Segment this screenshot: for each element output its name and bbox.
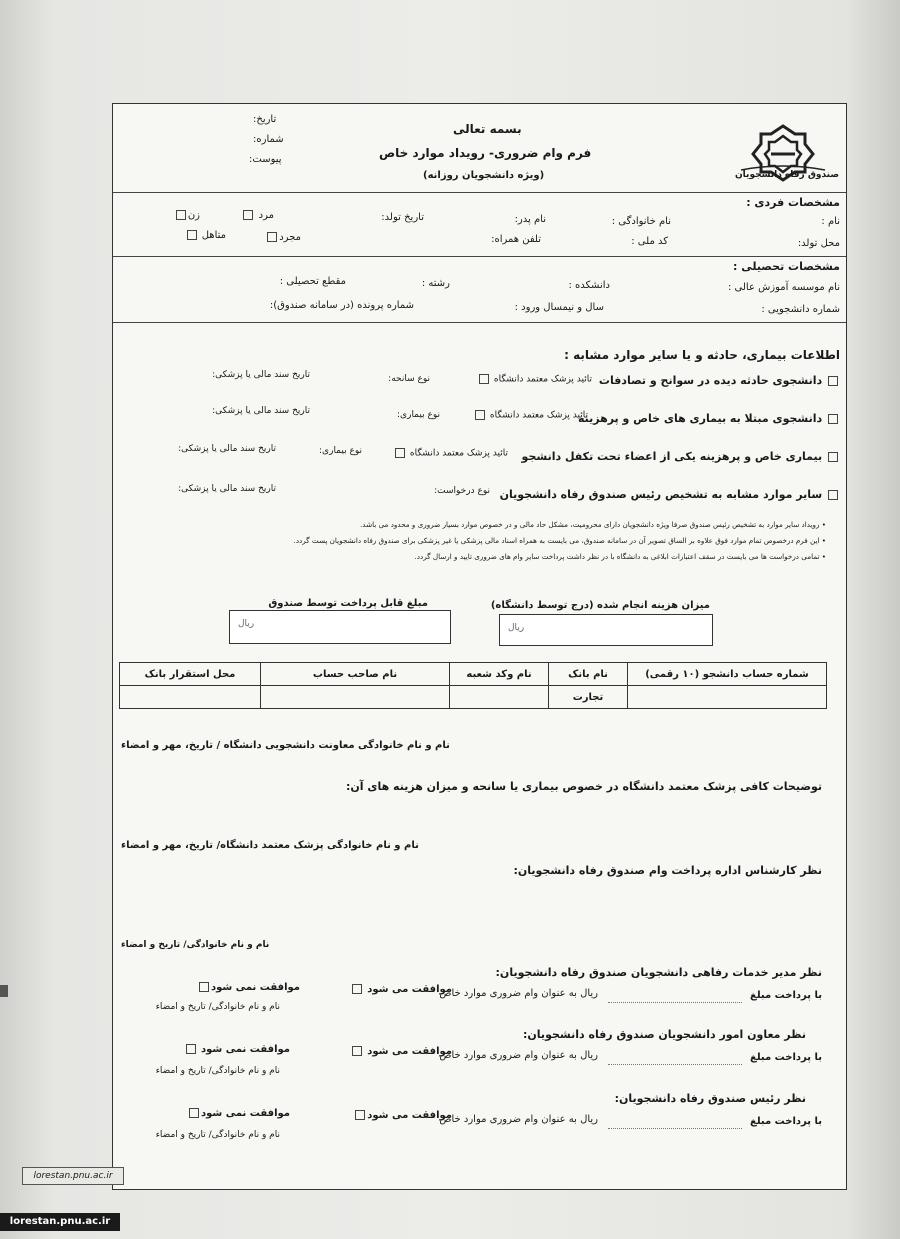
holder-cell[interactable] bbox=[261, 686, 450, 709]
scan-edge-mark bbox=[0, 985, 8, 997]
event-accident-confirm-checkbox[interactable] bbox=[479, 374, 489, 384]
event-accident-confirm[interactable] bbox=[477, 374, 592, 385]
col-account-no: شماره حساب دانشجو (۱۰ رقمی) bbox=[628, 663, 827, 686]
name-label: نام : bbox=[821, 216, 840, 227]
approval-title: نظر مدیر خدمات رفاهی دانشجویان صندوق رفاه دانشجویان: bbox=[495, 966, 822, 979]
event-disease-label: دانشجوی مبتلا به بیماری های خاص و پرهزینه bbox=[577, 412, 823, 425]
payable-label: مبلغ قابل پرداخت توسط صندوق bbox=[268, 598, 428, 609]
rial-loan-label: ریال به عنوان وام ضروری موارد خاص bbox=[439, 988, 598, 999]
expert-opinion: نظر کارشناس اداره پرداخت وام صندوق رفاه دانشجویان: bbox=[513, 864, 822, 877]
event-disease-checkbox[interactable] bbox=[828, 414, 838, 424]
personal-heading: مشخصات فردی : bbox=[746, 196, 840, 209]
event-dependent-date: تاریخ سند مالی یا پزشکی: bbox=[178, 444, 276, 454]
male-label: مرد bbox=[258, 210, 274, 221]
event-accident-label: دانشجوی حادثه دیده در سوانح و تصادفات bbox=[598, 374, 823, 387]
event-other-date: تاریخ سند مالی یا پزشکی: bbox=[178, 484, 276, 494]
doctor-signature: نام و نام خانوادگی پزشک معتمد دانشگاه/ تاریخ، مهر و امضاء bbox=[121, 840, 419, 851]
institution-label: نام موسسه آموزش عالی : bbox=[727, 282, 840, 293]
family-label: نام خانوادگی : bbox=[611, 216, 671, 227]
event-other-label: سایر موارد مشابه به تشخیص رئیس صندوق رفاه دانشجویان bbox=[499, 488, 823, 501]
vice-signature: نام و نام خانوادگی معاونت دانشجویی دانشگاه / تاریخ، مهر و امضاء bbox=[121, 740, 450, 751]
disagree-checkbox[interactable] bbox=[186, 1044, 196, 1054]
disagree-label: موافقت نمی شود bbox=[211, 982, 300, 993]
event-accident-type: نوع سانحه: bbox=[388, 374, 430, 384]
event-dependent-option[interactable] bbox=[522, 450, 840, 463]
approval-signature: نام و نام خانوادگی/ تاریخ و امضاء bbox=[155, 1066, 280, 1076]
payable-input[interactable] bbox=[229, 610, 451, 644]
form-sheet bbox=[112, 103, 847, 1190]
event-other-type: نوع درخواست: bbox=[434, 486, 490, 496]
event-disease-confirm-checkbox[interactable] bbox=[475, 410, 485, 420]
site-badge[interactable]: lorestan.pnu.ac.ir bbox=[0, 1213, 120, 1231]
event-other-checkbox[interactable] bbox=[828, 490, 838, 500]
branch-cell[interactable] bbox=[450, 686, 549, 709]
pay-amount-label: با پرداخت مبلغ bbox=[750, 1116, 822, 1127]
event-disease-option[interactable] bbox=[578, 412, 840, 425]
father-label: نام پدر: bbox=[514, 214, 546, 225]
approval-signature: نام و نام خانوادگی/ تاریخ و امضاء bbox=[155, 1130, 280, 1140]
event-disease-date: تاریخ سند مالی یا پزشکی: bbox=[212, 406, 310, 416]
col-branch: نام وکد شعبه bbox=[450, 663, 549, 686]
disagree-checkbox[interactable] bbox=[189, 1108, 199, 1118]
agree-label: موافقت می شود bbox=[367, 1046, 452, 1057]
faculty-label: دانشکده : bbox=[568, 280, 610, 291]
note-2: • این فرم درخصوص تمام موارد فوق علاوه بر الساق تصویر آن در سامانه صندوق، می بایست به همراه اسناد مالی پزشکی یا غیر پزشکی برای صندوق رفاه دانشجویان پست گردد. bbox=[293, 536, 826, 545]
note-1-text: رویداد سایر موارد به تشخیص رئیس صندوق صرفا ویژه دانشجویان دارای محرومیت، مشکل حاد مالی و در خصوص موارد بسیار ضروری و محدود می باشد. bbox=[360, 520, 820, 529]
form-subtitle: (ویژه دانشجویان روزانه) bbox=[423, 170, 545, 181]
disagree-checkbox[interactable] bbox=[199, 982, 209, 992]
bank-table bbox=[119, 662, 827, 709]
watermark-stamp: lorestan.pnu.ac.ir bbox=[22, 1167, 124, 1185]
form-title: فرم وام ضروری- رویداد موارد خاص bbox=[379, 146, 592, 160]
location-cell[interactable] bbox=[120, 686, 261, 709]
expert-signature: نام و نام خانوادگی/ تاریخ و امضاء bbox=[121, 940, 270, 950]
note-1: • رویداد سایر موارد به تشخیص رئیس صندوق صرفا ویژه دانشجویان دارای محرومیت، مشکل حاد مالی و در خصوص موارد بسیار ضروری و محدود می باشد. bbox=[360, 520, 826, 529]
education-heading: مشخصات تحصیلی : bbox=[732, 260, 840, 273]
col-holder: نام صاحب حساب bbox=[261, 663, 450, 686]
agree-option[interactable] bbox=[350, 984, 452, 995]
col-location: محل استقرار بانک bbox=[120, 663, 261, 686]
married-option[interactable] bbox=[185, 230, 226, 241]
female-checkbox[interactable] bbox=[176, 210, 186, 220]
approval-signature: نام و نام خانوادگی/ تاریخ و امضاء bbox=[155, 1002, 280, 1012]
number-label: شماره: bbox=[253, 134, 284, 145]
male-checkbox[interactable] bbox=[243, 210, 253, 220]
bismillah: بسمه تعالی bbox=[453, 122, 522, 136]
pay-amount-label: با پرداخت مبلغ bbox=[750, 990, 822, 1001]
divider bbox=[113, 256, 846, 257]
divider bbox=[113, 192, 846, 193]
event-disease-type: نوع بیماری: bbox=[397, 410, 440, 420]
doctor-description: توضیحات کافی پزشک معتمد دانشگاه در خصوص بیماری یا سانحه و میزان هزینه های آن: bbox=[346, 780, 822, 793]
disagree-option[interactable] bbox=[187, 1108, 290, 1119]
agree-label: موافقت می شود bbox=[367, 984, 452, 995]
national-code-label: کد ملی : bbox=[631, 236, 668, 247]
note-3-text: تمامی درخواست ها می بایست در سقف اعتبارات ابلاغی به دانشگاه با در نظر داشت پرداخت سایر وام های ضروری تایید و ارسال گردد. bbox=[414, 552, 820, 561]
disagree-option[interactable] bbox=[184, 1044, 290, 1055]
event-dependent-confirm[interactable] bbox=[393, 448, 508, 459]
event-accident-date: تاریخ سند مالی یا پزشکی: bbox=[212, 370, 310, 380]
pay-amount-label: با پرداخت مبلغ bbox=[750, 1052, 822, 1063]
male-option[interactable] bbox=[241, 210, 274, 221]
amount-input-line[interactable] bbox=[608, 1064, 742, 1065]
disagree-label: موافقت نمی شود bbox=[201, 1108, 290, 1119]
amount-input-line[interactable] bbox=[608, 1002, 742, 1003]
agree-checkbox[interactable] bbox=[355, 1110, 365, 1120]
single-label: مجرد bbox=[279, 232, 301, 243]
col-bank-name: نام بانک bbox=[549, 663, 628, 686]
event-other-option[interactable] bbox=[500, 488, 840, 501]
birth-date-label: تاریخ تولد: bbox=[381, 212, 424, 223]
event-dependent-label: بیماری خاص و پرهزینه یکی از اعضاء تحت تکفل دانشجو bbox=[521, 450, 823, 463]
level-label: مقطع تحصیلی : bbox=[279, 276, 346, 287]
file-no-label: شماره پرونده (در سامانه صندوق): bbox=[269, 300, 414, 311]
mobile-label: تلفن همراه: bbox=[491, 234, 541, 245]
cost-unit: ریال bbox=[508, 623, 525, 633]
single-option[interactable] bbox=[265, 232, 301, 243]
single-checkbox[interactable] bbox=[267, 232, 277, 242]
date-label: تاریخ: bbox=[253, 114, 277, 125]
approval-title: نظر معاون امور دانشجویان صندوق رفاه دانشجویان: bbox=[523, 1028, 806, 1041]
logo-text: صندوق رفاه دانشجویان bbox=[735, 170, 840, 180]
entry-year-label: سال و نیمسال ورود : bbox=[514, 302, 604, 313]
note-3: • تمامی درخواست ها می بایست در سقف اعتبارات ابلاغی به دانشگاه با در نظر داشت پرداخت سایر وام های ضروری تایید و ارسال گردد. bbox=[414, 552, 826, 561]
agree-checkbox[interactable] bbox=[352, 1046, 362, 1056]
event-disease-confirm-label: تائید پزشک معتمد دانشگاه bbox=[489, 410, 588, 421]
events-heading: اطلاعات بیماری، حادثه و یا سایر موارد مشابه : bbox=[564, 348, 840, 362]
agree-label: موافقت می شود bbox=[367, 1110, 452, 1121]
female-option[interactable] bbox=[174, 210, 200, 221]
major-label: رشته : bbox=[421, 278, 450, 289]
birth-place-label: محل تولد: bbox=[797, 238, 840, 249]
event-dependent-confirm-checkbox[interactable] bbox=[395, 448, 405, 458]
event-accident-option[interactable] bbox=[599, 374, 840, 387]
account-no-cell[interactable] bbox=[628, 686, 827, 709]
event-disease-confirm[interactable] bbox=[473, 410, 588, 421]
payable-unit: ریال bbox=[238, 619, 255, 629]
disagree-option[interactable] bbox=[197, 982, 300, 993]
divider bbox=[113, 322, 846, 323]
cost-label: میزان هزینه انجام شده (درج توسط دانشگاه) bbox=[490, 600, 710, 611]
married-checkbox[interactable] bbox=[187, 230, 197, 240]
bank-table-header bbox=[120, 663, 827, 686]
rial-loan-label: ریال به عنوان وام ضروری موارد خاص bbox=[439, 1114, 598, 1125]
agree-checkbox[interactable] bbox=[352, 984, 362, 994]
cost-input[interactable] bbox=[499, 614, 713, 646]
married-label: متاهل bbox=[201, 230, 226, 241]
event-dependent-confirm-label: تائید پزشک معتمد دانشگاه bbox=[409, 448, 508, 459]
agree-option[interactable] bbox=[350, 1046, 452, 1057]
rial-loan-label: ریال به عنوان وام ضروری موارد خاص bbox=[439, 1050, 598, 1061]
approval-title: نظر رئیس صندوق رفاه دانشجویان: bbox=[614, 1092, 806, 1105]
table-row bbox=[120, 686, 827, 709]
female-label: زن bbox=[187, 210, 200, 221]
agree-option[interactable] bbox=[353, 1110, 452, 1121]
note-2-text: این فرم درخصوص تمام موارد فوق علاوه بر الساق تصویر آن در سامانه صندوق، می بایست به همراه اسناد مالی پزشکی یا غیر پزشکی برای صندوق رفاه دانشجویان پست گردد. bbox=[293, 536, 820, 545]
event-dependent-type: نوع بیماری: bbox=[319, 446, 362, 456]
event-accident-checkbox[interactable] bbox=[828, 376, 838, 386]
disagree-label: موافقت نمی شود bbox=[201, 1044, 290, 1055]
amount-input-line[interactable] bbox=[608, 1128, 742, 1129]
student-no-label: شماره دانشجویی : bbox=[761, 304, 840, 315]
event-accident-confirm-label: تائید پزشک معتمد دانشگاه bbox=[493, 374, 592, 385]
attachment-label: پیوست: bbox=[249, 154, 282, 165]
bank-name-cell: تجارت bbox=[549, 686, 628, 709]
event-dependent-checkbox[interactable] bbox=[828, 452, 838, 462]
